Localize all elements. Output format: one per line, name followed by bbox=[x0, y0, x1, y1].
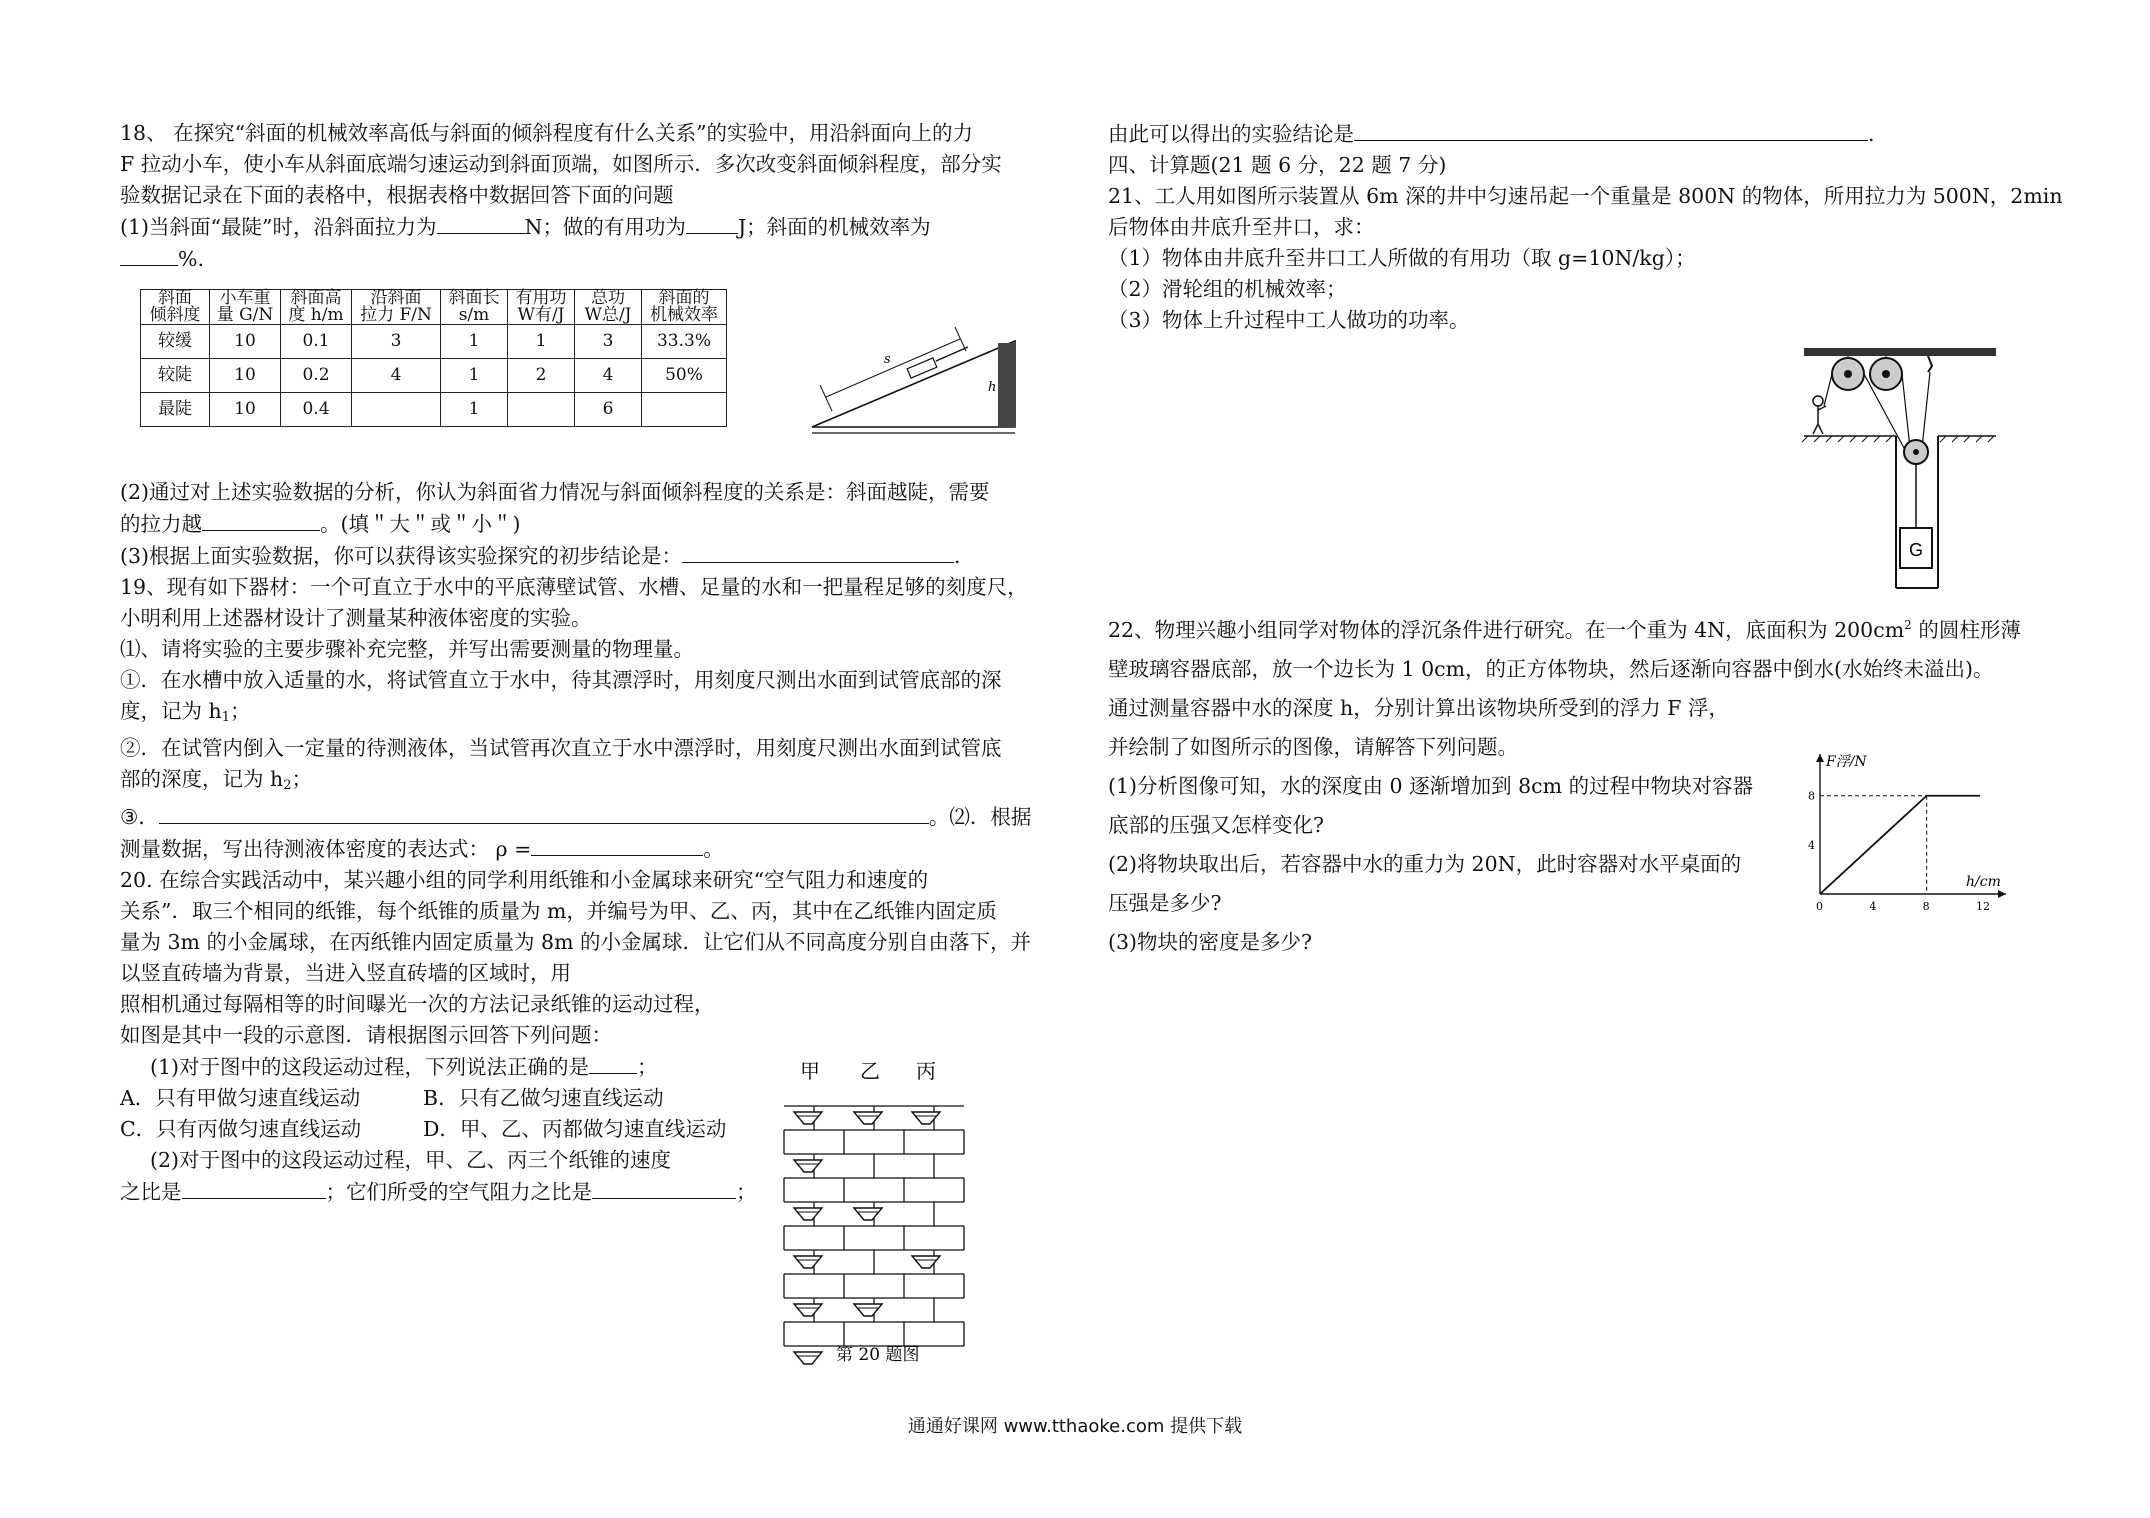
q22-line2: 壁玻璃容器底部，放一个边长为 1 0cm，的正方体物块，然后逐渐向容器中倒水(水始终未溢出)。 bbox=[1108, 657, 1994, 681]
option-a: A．只有甲做匀速直线运动 bbox=[120, 1086, 361, 1110]
q19-step2-cont: 部的深度，记为 $h_2$； bbox=[120, 767, 313, 793]
q20-blank-speed-ratio[interactable] bbox=[182, 1176, 326, 1199]
paper-cone-icon bbox=[794, 1352, 822, 1364]
x-tick-label: 8 bbox=[1922, 900, 1930, 913]
q18-table-area bbox=[120, 289, 1070, 477]
paper-cone-icon bbox=[854, 1208, 882, 1220]
q18-line3: 验数据记录在下面的表格中，根据表格中数据回答下面的问题 bbox=[120, 183, 674, 207]
paper-cone-icon bbox=[794, 1208, 822, 1220]
q18-part2: (2)通过对上述实验数据的分析，你认为斜面省力情况与斜面倾斜程度的关系是：斜面越陡，需要 bbox=[120, 480, 990, 504]
x-tick-label: 0 bbox=[1816, 900, 1823, 913]
q21-part3: （3）物体上升过程中工人做功的功率。 bbox=[1108, 308, 1470, 332]
y-axis-arrow bbox=[1816, 754, 1824, 762]
header-cell: 斜面的 机械效率 bbox=[642, 290, 727, 325]
load-label: G bbox=[1909, 540, 1924, 560]
table-row: 最陡 10 0.4 1 6 bbox=[141, 393, 727, 427]
paper-cone-icon bbox=[912, 1256, 940, 1268]
q19-blank-density[interactable] bbox=[531, 833, 703, 856]
chart-series-line bbox=[1820, 796, 1980, 894]
q18-part2-cont: 的拉力越 。(填＂大＂或＂小＂) bbox=[120, 508, 1070, 540]
hook-icon bbox=[1928, 356, 1932, 372]
footer: 通通好课网 www.tthaoke.com 提供下载 bbox=[907, 1416, 1243, 1437]
q22-part2-cont: 压强是多少? bbox=[1108, 891, 1222, 915]
support-block bbox=[998, 343, 1016, 427]
q22-part2: (2)将物块取出后，若容器中水的重力为 20N，此时容器对水平桌面的 bbox=[1108, 852, 1742, 876]
x-tick-label: 12 bbox=[1976, 900, 1990, 913]
q19-step1: ①．在水槽中放入适量的水，将试管直立于水中，待其漂浮时，用刻度尺测出水面到试管底部的深 bbox=[120, 668, 1002, 692]
q18-blank-work[interactable] bbox=[686, 211, 738, 234]
label-yi: 乙 bbox=[860, 1059, 880, 1083]
brick-wall-figure bbox=[776, 1058, 976, 1368]
paper-cones bbox=[794, 1112, 940, 1364]
q20-line4: 以竖直砖墙为背景，当进入竖直砖墙的区域时，用 bbox=[120, 961, 571, 985]
label-s: s bbox=[884, 352, 891, 367]
q20-line5: 照相机通过每隔相等的时间曝光一次的方法记录纸锥的运动过程， bbox=[120, 992, 715, 1016]
y-tick-label: 8 bbox=[1808, 789, 1815, 803]
q18-part1-cont: %. bbox=[120, 243, 1070, 275]
q19-line3: ⑴、请将实验的主要步骤补充完整，并写出需要测量的物理量。 bbox=[120, 637, 694, 661]
label-jia: 甲 bbox=[800, 1059, 820, 1083]
paper-cone-icon bbox=[854, 1304, 882, 1316]
q19-conclusion: 由此可以得出的实验结论是 . bbox=[1108, 118, 2068, 150]
table-header-row bbox=[141, 290, 727, 325]
q20-part1: (1)对于图中的这段运动过程，下列说法正确的是 ； bbox=[120, 1051, 1070, 1083]
q21-part2: （2）滑轮组的机械效率； bbox=[1108, 277, 1347, 301]
header-cell: 斜面长 s/m bbox=[441, 290, 508, 325]
q22-line1: 22、物理兴趣小组同学对物体的浮沉条件进行研究。在一个重为 4N，底面积为 $200cm^2$ 的圆柱形薄 bbox=[1108, 618, 2021, 642]
buoyancy-chart bbox=[1790, 736, 2010, 916]
worker-icon bbox=[1813, 396, 1823, 406]
paper-cone-icon bbox=[794, 1112, 822, 1124]
paper-cone-icon bbox=[794, 1304, 822, 1316]
paper-cone-icon bbox=[912, 1112, 940, 1124]
q22-line3: 通过测量容器中水的深度 h，分别计算出该物块所受到的浮力 F 浮， bbox=[1108, 696, 1729, 720]
q22-part1: (1)分析图像可知，水的深度由 0 逐渐增加到 8cm 的过程中物块对容器 bbox=[1108, 774, 1754, 798]
q22-part1-cont: 底部的压强又怎样变化? bbox=[1108, 813, 1324, 837]
q19-expression: 测量数据，写出待测液体密度的表达式： ρ = 。 bbox=[120, 833, 1070, 865]
q20-line3: 量为 3m 的小金属球，在丙纸锥内固定质量为 8m 的小金属球．让它们从不同高度分别自由落下，并 bbox=[120, 930, 1032, 954]
q22-line4: 并绘制了如图所示的图像，请解答下列问题。 bbox=[1108, 735, 1518, 759]
header-cell: 斜面高 度 h/m bbox=[281, 290, 352, 325]
cart-icon bbox=[907, 358, 937, 378]
q19-line1: 19、现有如下器材：一个可直立于水中的平底薄壁试管、水槽、足量的水和一把量程足够的刻度尺， bbox=[120, 575, 1028, 599]
spring-scale-icon bbox=[936, 347, 968, 361]
q20-blank-resistance-ratio[interactable] bbox=[592, 1176, 736, 1199]
q18-data-table bbox=[140, 289, 727, 427]
pulley-figure bbox=[1800, 344, 2000, 594]
q20-line6: 如图是其中一段的示意图．请根据图示回答下列问题： bbox=[120, 1023, 612, 1047]
q18-blank-conclusion[interactable] bbox=[682, 540, 954, 563]
left-column bbox=[120, 118, 1070, 1208]
label-h: h bbox=[988, 380, 997, 395]
chart-x-ticks bbox=[1816, 900, 1990, 913]
option-d: D．甲、乙、丙都做匀速直线运动 bbox=[423, 1117, 727, 1141]
q19-step2: ②．在试管内倒入一定量的待测液体，当试管再次直立于水中漂浮时，用刻度尺测出水面到试管底 bbox=[120, 736, 1002, 760]
x-axis-arrow bbox=[1998, 890, 2006, 898]
q18-part3: (3)根据上面实验数据，你可以获得该实验探究的初步结论是： . bbox=[120, 540, 1070, 572]
q22-part3: (3)物块的密度是多少? bbox=[1108, 930, 1313, 954]
fig20-caption: 第 20 题图 bbox=[836, 1345, 920, 1365]
q18-blank-force[interactable] bbox=[437, 211, 525, 234]
q20-part2: (2)对于图中的这段运动过程，甲、乙、丙三个纸锥的速度 bbox=[150, 1148, 672, 1172]
table-row: 较缓 10 0.1 3 1 1 3 33.3% bbox=[141, 325, 727, 359]
paper-cone-icon bbox=[854, 1112, 882, 1124]
chart-y-ticks bbox=[1808, 790, 1815, 852]
q19-step3: ③． 。⑵．根据 bbox=[120, 801, 1070, 833]
header-cell: 有用功 W有/J bbox=[508, 290, 575, 325]
paper-cone-icon bbox=[794, 1160, 822, 1172]
incline-figure bbox=[800, 299, 1030, 439]
section-4-heading: 四、计算题(21 题 6 分，22 题 7 分) bbox=[1108, 153, 1447, 177]
q20-part2-cont: 之比是 ；它们所受的空气阻力之比是 ； bbox=[120, 1176, 1070, 1208]
q18-part1: (1)当斜面“最陡”时，沿斜面拉力为 N；做的有用功为 J；斜面的机械效率为 bbox=[120, 211, 1070, 243]
option-b: B．只有乙做匀速直线运动 bbox=[423, 1086, 664, 1110]
header-cell: 斜面 倾斜度 bbox=[141, 290, 210, 325]
incline-triangle bbox=[812, 341, 1015, 427]
s-dimension-line bbox=[826, 339, 960, 397]
q18-line2: F 拉动小车，使小车从斜面底端匀速运动到斜面顶端，如图所示．多次改变斜面倾斜程度，部分实 bbox=[120, 152, 1002, 176]
paper-cone-icon bbox=[794, 1256, 822, 1268]
header-cell: 总功 W总/J bbox=[575, 290, 642, 325]
chart-ylabel: F浮/N bbox=[1826, 754, 1867, 770]
q20-line1: 20. 在综合实践活动中，某兴趣小组的同学利用纸锥和小金属球来研究“空气阻力和速度的 bbox=[120, 868, 929, 892]
q19-blank-conclusion[interactable] bbox=[1354, 118, 1868, 141]
option-c: C．只有丙做匀速直线运动 bbox=[120, 1117, 362, 1141]
q20-blank-choice[interactable] bbox=[589, 1051, 637, 1074]
chart-xlabel: h/cm bbox=[1966, 874, 2001, 890]
q19-line2: 小明利用上述器材设计了测量某种液体密度的实验。 bbox=[120, 606, 592, 630]
q21-part1: （1）物体由井底升至井口工人所做的有用功（取 g=10N/kg）； bbox=[1108, 246, 1696, 270]
q18-blank-force-size[interactable] bbox=[202, 508, 320, 531]
q21-line2: 后物体由井底升至井口，求： bbox=[1108, 215, 1375, 239]
q18-line1: 18、 在探究“斜面的机械效率高低与斜面的倾斜程度有什么关系”的实验中，用沿斜面向上的力 bbox=[120, 121, 974, 145]
table-row: 较陡 10 0.2 4 1 2 4 50% bbox=[141, 359, 727, 393]
header-cell: 小车重 量 G/N bbox=[210, 290, 281, 325]
q18-blank-efficiency[interactable] bbox=[120, 243, 178, 266]
label-bing: 丙 bbox=[916, 1059, 936, 1083]
q21-line1: 21、工人用如图所示装置从 6m 深的井中匀速吊起一个重量是 800N 的物体，所用拉力为 500N，2min bbox=[1108, 184, 2063, 208]
x-tick-label: 4 bbox=[1869, 900, 1877, 913]
ceiling-beam bbox=[1804, 348, 1996, 356]
q20-line2: 关系”．取三个相同的纸锥，每个纸锥的质量为 m，并编号为甲、乙、丙，其中在乙纸锥内固定质 bbox=[120, 899, 997, 923]
q19-blank-step3[interactable] bbox=[159, 801, 929, 824]
header-cell: 沿斜面 拉力 F/N bbox=[352, 290, 441, 325]
y-tick-label: 4 bbox=[1808, 838, 1815, 852]
q19-step1-cont: 度，记为 $h_1$； bbox=[120, 699, 251, 725]
